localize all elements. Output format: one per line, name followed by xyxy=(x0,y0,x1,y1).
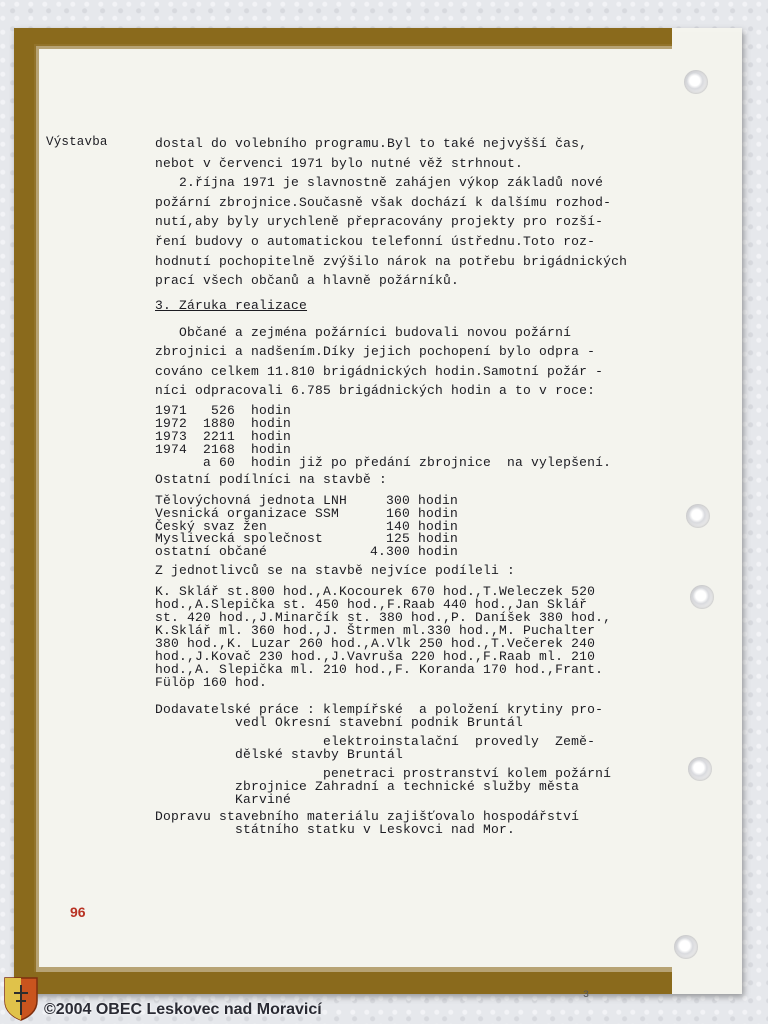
section-heading: 3. Záruka realizace xyxy=(155,298,308,313)
page-number: 96 xyxy=(70,904,86,920)
year-row: a 60 hodin již po předání zbrojnice na vylepšení. xyxy=(155,455,612,470)
text-line: požární zbrojnice.Současně však dochází k dalšímu rozhod- xyxy=(155,194,612,210)
others-heading: Ostatní podílníci na stavbě : xyxy=(155,472,388,487)
text-line: hod.,A.Slepička st. 450 hod.,F.Raab 440 hod.,Jan Sklář xyxy=(155,597,588,612)
participant-hours: 140 hodin xyxy=(385,518,458,534)
text-line: dostal do volebního programu.Byl to také nejvyšší čas, xyxy=(155,136,588,151)
text-line: hod.,A. Slepička ml. 210 hod.,F. Koranda 170 hod.,Frant. xyxy=(155,662,604,677)
text-line: hodnutí pochopitelně zvýšilo nárok na potřebu brigádnických xyxy=(155,253,628,269)
year-row: 1973 2211 hodin xyxy=(155,429,292,444)
text-line: Dopravu stavebního materiálu zajišťovalo hospodářství xyxy=(155,809,580,824)
coat-of-arms-icon xyxy=(2,975,40,1021)
copyright-watermark: ©2004 OBEC Leskovec nad Moravicí xyxy=(44,1001,322,1018)
punch-hole-icon xyxy=(688,757,712,781)
participant-hours: 4.300 hodin xyxy=(369,544,458,560)
text-line: dělské stavby Bruntál xyxy=(155,747,404,762)
year-row: 1972 1880 hodin xyxy=(155,416,292,431)
text-line: Karviné xyxy=(155,792,292,807)
participant-hours: 125 hodin xyxy=(385,531,458,547)
text-line: zbrojnici a nadšením.Díky jejich pochopení bylo odpra - xyxy=(155,344,596,360)
participant-name: Český svaz žen xyxy=(155,518,268,534)
text-line: nutí,aby byly urychleně přepracovány projekty pro rozší- xyxy=(155,214,604,230)
text-line: elektroinstalační provedly Země- xyxy=(155,734,596,749)
participant-name: Vesnická organizace SSM xyxy=(155,505,340,521)
participant-name: Tělovýchovná jednota LNH xyxy=(155,493,348,508)
text-line: penetraci prostranství kolem požární xyxy=(155,766,612,781)
text-line: 2.října 1971 je slavnostně zahájen výkop základů nové xyxy=(155,175,604,191)
text-line: státního statku v Leskovci nad Mor. xyxy=(155,822,516,837)
participant-hours: 300 hodin xyxy=(385,493,458,508)
footer-mark: 3 xyxy=(583,990,590,1001)
individuals-heading: Z jednotlivců se na stavbě nejvíce podíleli : xyxy=(155,563,516,578)
punch-hole-icon xyxy=(674,935,698,959)
text-line: 380 hod.,K. Luzar 260 hod.,A.Vlk 250 hod.,T.Večerek 240 xyxy=(155,636,596,651)
text-line: st. 420 hod.,J.Minarčík st. 380 hod.,P. Daníšek 380 hod., xyxy=(155,610,612,625)
punch-hole-icon xyxy=(686,504,710,528)
text-line: vedl Okresní stavební podnik Bruntál xyxy=(155,715,524,730)
text-line: K. Sklář st.800 hod.,A.Kocourek 670 hod.,T.Weleczek 520 xyxy=(155,584,596,599)
punch-hole-icon xyxy=(690,585,714,609)
text-line: nebot v červenci 1971 bylo nutné věž strhnout. xyxy=(155,155,524,171)
participant-hours: 160 hodin xyxy=(385,505,458,521)
text-line: zbrojnice Zahradní a technické služby města xyxy=(155,779,580,794)
year-row: 1974 2168 hodin xyxy=(155,442,292,457)
text-line: Občané a zejména požárníci budovali novou požární xyxy=(155,325,572,340)
text-line: hod.,J.Kovač 230 hod.,J.Vavruša 220 hod.,F.Raab ml. 210 xyxy=(155,649,596,664)
text-line: Dodavatelské práce : klempířské a položení krytiny pro- xyxy=(155,702,604,717)
participant-name: Myslivecká společnost xyxy=(155,531,324,547)
margin-label: Výstavba xyxy=(46,135,108,149)
year-row: 1971 526 hodin xyxy=(155,403,292,418)
punch-hole-icon xyxy=(684,70,708,94)
text-line: cováno celkem 11.810 brigádnických hodin.Samotní požár - xyxy=(155,363,604,379)
participant-name: ostatní občané xyxy=(155,544,268,560)
text-line: K.Sklář ml. 360 hod.,J. Štrmen ml.330 hod.,M. Puchalter xyxy=(155,623,596,638)
text-line: prací všech občanů a hlavně požárníků. xyxy=(155,273,460,289)
text-line: Fülöp 160 hod. xyxy=(155,675,268,690)
text-line: níci odpracovali 6.785 brigádnických hodin a to v roce: xyxy=(155,383,596,399)
gold-frame-border xyxy=(14,28,672,994)
text-line: ření budovy o automatickou telefonní ústřednu.Toto roz- xyxy=(155,234,596,249)
